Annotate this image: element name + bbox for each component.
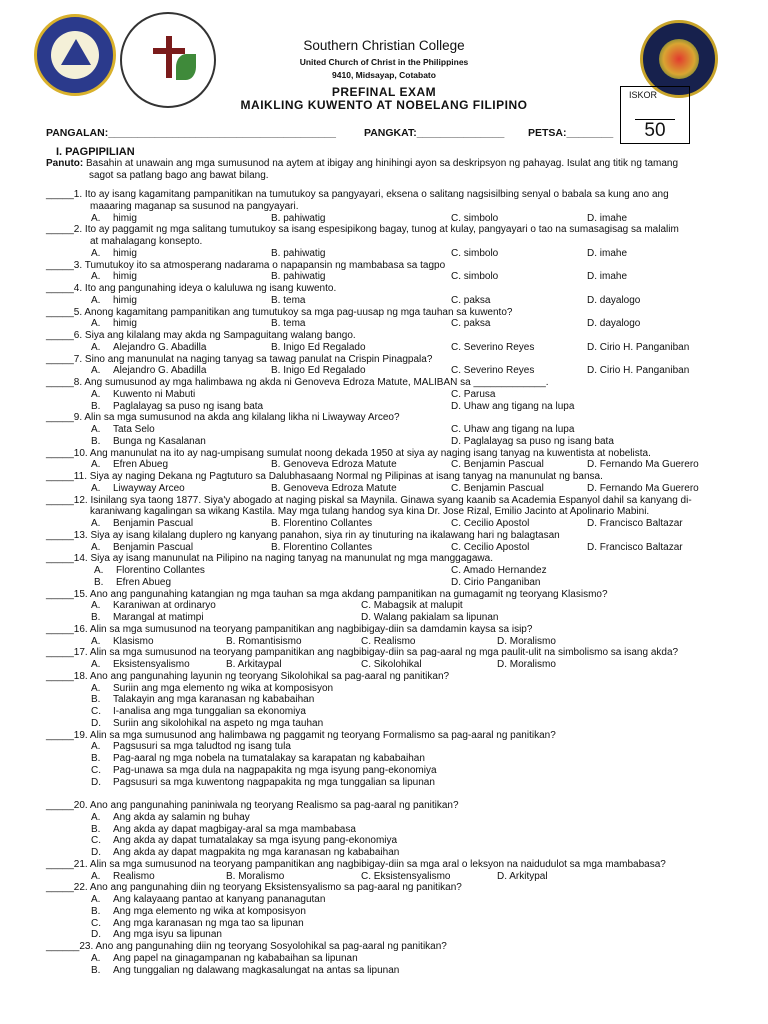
option-letter: C.: [91, 835, 101, 847]
option-text: C. Uhaw ang tigang na lupa: [451, 424, 575, 435]
option-letter: A.: [94, 565, 104, 576]
option-text: D. Francisco Baltazar: [587, 541, 683, 553]
option-letter: A.: [91, 682, 101, 694]
option-text: D. Cirio H. Panganiban: [587, 365, 690, 377]
option-text: C. simbolo: [451, 212, 499, 224]
score-label: ISKOR: [629, 90, 658, 100]
option-text: D. imahe: [587, 247, 628, 259]
question-8-text: _____8. Ang sumusunod ay mga halimbawa ng akda ni Genoveva Edroza Matute, MALIBAN sa _____________.: [46, 377, 549, 388]
exam-title: PREFINAL EXAM: [331, 85, 437, 99]
option-letter: C.: [91, 917, 101, 929]
option-text: C. Eksistensyalismo: [361, 870, 451, 882]
option-text: B. Genoveva Edroza Matute: [271, 459, 397, 471]
option-text: B. Arkitaypal: [226, 659, 282, 670]
option-letter: A.: [91, 482, 101, 494]
option-text: B. pahiwatig: [271, 212, 326, 224]
question-17-text: _____17. Alin sa mga sumusunod na teoryang pampanitikan ang nagbibigay-diin sa pag-aaral ng mga paulit-ulit na simbolismo sa isang akda?: [46, 647, 679, 659]
option-text: D. Francisco Baltazar: [587, 518, 683, 529]
option-text: B. Inigo Ed Regalado: [271, 341, 366, 353]
option-letter: A.: [91, 459, 101, 471]
option-text: Ang akda ay dapat magpakita ng mga karanasan ng kababaihan: [113, 847, 400, 858]
option-letter: D.: [91, 929, 101, 941]
option-text: D. imahe: [587, 212, 628, 224]
option-text: Ang akda ay dapat tumatalakay sa mga isyung pang-ekonomiya: [113, 835, 398, 847]
option-letter: A.: [91, 952, 101, 964]
option-letter: B.: [91, 905, 101, 917]
option-text: himig: [113, 318, 137, 330]
option-text: himig: [113, 271, 137, 283]
option-letter: B.: [91, 694, 101, 706]
question-14-text: _____14. Siya ay isang manunulat na Pilipino na naging tanyag na manunulat ng mga manggagawa.: [46, 553, 493, 565]
option-letter: B.: [91, 964, 101, 976]
option-letter: A.: [91, 212, 101, 224]
option-letter: B.: [94, 576, 104, 588]
option-text: D. Fernando Ma Guerero: [587, 482, 699, 494]
option-text: C. Amado Hernandez: [451, 565, 547, 576]
date-field[interactable]: PETSA:________: [528, 127, 614, 139]
question-12-text-continued: karaniwang kagalingan sa wikang Kastila. May mga tulang handog sya kina Dr. Jose Rizal, Emilio Jacinto at Apolinario Mabini.: [90, 506, 650, 518]
option-text: Paglalayag sa puso ng isang bata: [113, 400, 264, 412]
option-text: D. dayalogo: [587, 294, 641, 306]
option-letter: B.: [91, 435, 101, 447]
option-letter: B.: [91, 823, 101, 835]
option-text: Alejandro G. Abadilla: [113, 341, 207, 353]
option-letter: A.: [91, 388, 101, 400]
option-text: C. paksa: [451, 318, 491, 330]
option-letter: A.: [91, 870, 101, 882]
option-letter: C.: [91, 764, 101, 776]
option-text: Benjamin Pascual: [113, 518, 194, 529]
option-text: C. Severino Reyes: [451, 341, 535, 353]
option-text: C. Benjamin Pascual: [451, 482, 544, 494]
option-letter: A.: [91, 600, 101, 612]
option-text: D. Fernando Ma Guerero: [587, 459, 699, 471]
option-text: D. Uhaw ang tigang na lupa: [451, 400, 575, 412]
option-text: I-analisa ang mga tunggalian sa ekonomiya: [113, 706, 306, 717]
church-name: United Church of Christ in the Philippines: [299, 57, 469, 67]
option-text: B. Inigo Ed Regalado: [271, 365, 366, 377]
option-letter: A.: [91, 341, 101, 353]
school-seal-logo: [34, 14, 116, 96]
option-letter: A.: [91, 365, 101, 377]
option-text: Pagsusuri sa mga taludtod ng isang tula: [113, 741, 291, 753]
option-text: Florentino Collantes: [116, 565, 205, 576]
option-text: C. Mabagsik at malupit: [361, 600, 463, 612]
option-text: D. Walang pakialam sa lipunan: [361, 612, 499, 623]
option-letter: A.: [91, 894, 101, 905]
option-letter: A.: [91, 518, 101, 529]
option-text: Pag-unawa sa mga dula na nagpapakita ng mga isyung pang-ekonomiya: [113, 764, 437, 776]
option-text: himig: [113, 212, 137, 224]
questions-list: [46, 189, 746, 976]
option-text: Tata Selo: [113, 424, 155, 435]
option-text: D. Cirio H. Panganiban: [587, 341, 690, 353]
option-text: Pag-aaral ng mga nobela na tumatalakay sa karapatan ng kababaihan: [113, 753, 425, 764]
option-text: Bunga ng Kasalanan: [113, 435, 206, 447]
option-text: B. Florentino Collantes: [271, 541, 373, 553]
option-text: Ang papel na ginagampanan ng kababaihan sa lipunan: [113, 952, 358, 964]
subject-title: MAIKLING KUWENTO AT NOBELANG FILIPINO: [240, 98, 528, 112]
option-text: D. Paglalayag sa puso ng isang bata: [451, 435, 614, 447]
section-title: I. PAGPIPILIAN: [56, 146, 135, 158]
option-text: B. Moralismo: [226, 870, 285, 882]
option-letter: A.: [91, 659, 101, 670]
question-21-text: _____21. Alin sa mga sumusunod na teoryang pampanitikan ang nagbibigay-diin sa mga aral o leksyon na naidudulot sa mga mambabasa?: [46, 858, 666, 870]
option-text: B. Romantisismo: [226, 635, 302, 647]
question-15-text: _____15. Ano ang pangunahing katangian ng mga tauhan sa mga akdang pampanitikan na gumagamit ng teoryang Klasismo?: [46, 588, 608, 600]
option-text: Ang akda ay dapat magbigay-aral sa mga mambabasa: [113, 823, 356, 835]
question-2-text-continued: at mahalagang konsepto.: [90, 236, 203, 247]
question-18-text: _____18. Ano ang pangunahing layunin ng teoryang Sikolohikal sa pag-aaral ng panitikan?: [46, 670, 450, 682]
option-letter: A.: [91, 294, 101, 306]
option-text: Talakayin ang mga karanasan ng kababaihan: [113, 694, 315, 706]
option-text: Ang mga karanasan ng mga tao sa lipunan: [113, 917, 304, 929]
question-20-text: _____20. Ano ang pangunahing paniniwala ng teoryang Realismo sa pag-aaral ng panitikan?: [46, 800, 459, 811]
option-letter: A.: [91, 541, 101, 553]
section-field[interactable]: PANGKAT:_______________: [364, 127, 505, 139]
question-1-text-continued: maaaring maganap sa susunod na pangyayari.: [90, 200, 299, 212]
option-letter: A.: [91, 635, 101, 647]
option-text: Ang tunggalian ng dalawang magkasalungat na antas sa lipunan: [113, 964, 400, 976]
option-text: Marangal at matimpi: [113, 612, 204, 623]
question-11-text: _____11. Siya ay naging Dekana ng Pagtuturo sa Dalubhasaang Normal ng Pilipinas at isang tanyag na manunulat ng bansa.: [46, 471, 603, 482]
option-text: Efren Abueg: [113, 459, 169, 471]
option-text: Suriin ang sikolohikal na aspeto ng mga tauhan: [113, 717, 324, 729]
option-text: C. Sikolohikal: [361, 659, 422, 670]
question-1-text: _____1. Ito ay isang kagamitang pampanitikan na tumutukoy sa pangyayari, eksena o salitang nagsisilbing senyal o babala sa kung ano ang: [46, 189, 669, 200]
option-text: Benjamin Pascual: [113, 541, 194, 553]
option-text: C. Severino Reyes: [451, 365, 535, 377]
option-letter: D.: [91, 847, 101, 858]
question-10-text: _____10. Ang manunulat na ito ay nag-umpisang sumulat noong dekada 1950 at siya ay naging isang tanyag na kuwentista at nobelista.: [46, 447, 651, 459]
option-text: D. Moralismo: [497, 635, 556, 647]
option-text: C. simbolo: [451, 271, 499, 283]
school-address: 9410, Midsayap, Cotabato: [332, 70, 436, 80]
question-2-text: _____2. Ito ay paggamit ng mga salitang tumutukoy sa isang espesipikong bagay, tunog at kulay, pangyayari o tao na sumasagisag sa malalim: [46, 224, 679, 236]
option-text: Eksistensyalismo: [113, 659, 190, 670]
score-box: [620, 86, 690, 144]
option-text: Ang akda ay salamin ng buhay: [113, 811, 250, 823]
option-text: himig: [113, 294, 137, 306]
option-text: C. Cecilio Apostol: [451, 518, 530, 529]
option-letter: D.: [91, 776, 101, 788]
option-letter: A.: [91, 318, 101, 330]
option-text: himig: [113, 247, 137, 259]
question-19-text: _____19. Alin sa mga sumusunod ang halimbawa ng paggamit ng teoryang Formalismo sa pag-aaral ng panitikan?: [46, 729, 556, 741]
option-text: Klasismo: [113, 635, 154, 647]
question-13-text: _____13. Siya ay isang kilalang duplero ng kanyang panahon, siya rin ay tinuturing na ikalawang hari ng balagtasan: [46, 529, 560, 541]
option-text: Ang mga elemento ng wika at komposisyon: [113, 905, 306, 917]
option-letter: A.: [91, 271, 101, 283]
option-text: D. Arkitypal: [497, 870, 548, 882]
option-text: B. tema: [271, 318, 306, 330]
question-6-text: _____6. Siya ang kilalang may akda ng Sampaguitang walang bango.: [46, 330, 356, 341]
option-text: C. Benjamin Pascual: [451, 459, 544, 471]
question-22-text: _____22. Ano ang pangunahing diin ng teoryang Eksistensyalismo sa pag-aaral ng panitikan?: [46, 882, 462, 894]
option-text: Realismo: [113, 870, 155, 882]
option-letter: C.: [91, 706, 101, 717]
option-letter: B.: [91, 753, 101, 764]
option-text: Pagsusuri sa mga kuwentong nagpapakita ng mga tunggalian sa lipunan: [113, 776, 435, 788]
question-16-text: _____16. Alin sa mga sumusunod na teoryang pampanitikan ang nagbibigay-diin sa damdamin kaysa sa isip?: [46, 623, 533, 635]
option-letter: A.: [91, 424, 101, 435]
question-9-text: _____9. Alin sa mga sumusunod na akda ang kilalang likha ni Liwayway Arceo?: [46, 412, 400, 424]
question-7-text: _____7. Sino ang manunulat na naging tanyag sa tawag panulat na Crispin Pinagpala?: [46, 353, 433, 365]
option-text: C. Parusa: [451, 388, 496, 400]
name-field[interactable]: PANGALAN:_______________________________________: [46, 127, 336, 139]
option-text: D. Cirio Panganiban: [451, 576, 541, 588]
question-4-text: _____4. Ito ang pangunahing ideya o kaluluwa ng isang kuwento.: [46, 283, 337, 294]
option-text: D. dayalogo: [587, 318, 641, 330]
option-text: C. Cecilio Apostol: [451, 541, 530, 553]
option-text: Ang kalayaang pantao at kanyang pananagutan: [113, 894, 326, 905]
option-text: Alejandro G. Abadilla: [113, 365, 207, 377]
option-letter: B.: [91, 400, 101, 412]
option-letter: A.: [91, 741, 101, 753]
option-text: Kuwento ni Mabuti: [113, 388, 196, 400]
option-text: Liwayway Arceo: [113, 482, 185, 494]
school-name: Southern Christian College: [303, 38, 465, 53]
option-letter: A.: [91, 247, 101, 259]
option-text: B. Florentino Collantes: [271, 518, 373, 529]
option-text: Efren Abueg: [116, 576, 172, 588]
option-text: C. Realismo: [361, 635, 416, 647]
option-text: Karaniwan at ordinaryo: [113, 600, 216, 612]
option-text: B. Genoveva Edroza Matute: [271, 482, 397, 494]
question-5-text: _____5. Anong kagamitang pampanitikan ang tumutukoy sa mga pag-uusap ng mga tauhan sa kuwento?: [46, 306, 513, 318]
instructions-text-1: Basahin at unawain ang mga sumusunod na aytem at ibigay ang hinihingi ayon sa deskripsyon ng pahayag. Isulat ang titik ng tamang: [86, 158, 679, 169]
option-text: D. Moralismo: [497, 659, 556, 670]
option-text: Suriin ang mga elemento ng wika at komposisyon: [113, 682, 334, 694]
option-text: Ang mga isyu sa lipunan: [113, 929, 222, 941]
instructions-label: Panuto:: [46, 158, 84, 169]
option-text: B. tema: [271, 294, 306, 306]
option-letter: A.: [91, 811, 101, 823]
option-letter: B.: [91, 612, 101, 623]
option-text: C. paksa: [451, 294, 491, 306]
option-text: C. simbolo: [451, 247, 499, 259]
option-text: B. pahiwatig: [271, 247, 326, 259]
question-3-text: _____3. Tumutukoy ito sa atmosperang nadarama o napapansin ng mambabasa sa tagpo: [46, 259, 446, 271]
question-23-text: ______23. Ano ang pangunahing diin ng teoryang Sosyolohikal sa pag-aaral ng panitikan?: [46, 941, 447, 952]
option-letter: D.: [91, 717, 101, 729]
score-total: 50: [644, 120, 666, 141]
option-text: D. imahe: [587, 271, 628, 283]
instructions-text-2: sagot sa patlang bago ang bawat bilang.: [89, 170, 269, 181]
option-text: B. pahiwatig: [271, 271, 326, 283]
question-12-text: _____12. Isinilang sya taong 1877. Siya'y abogado at naging piskal sa Maynila. Ginawa syang kaanib sa Academia Espanyol dahil sa kanyang di-: [46, 494, 692, 506]
